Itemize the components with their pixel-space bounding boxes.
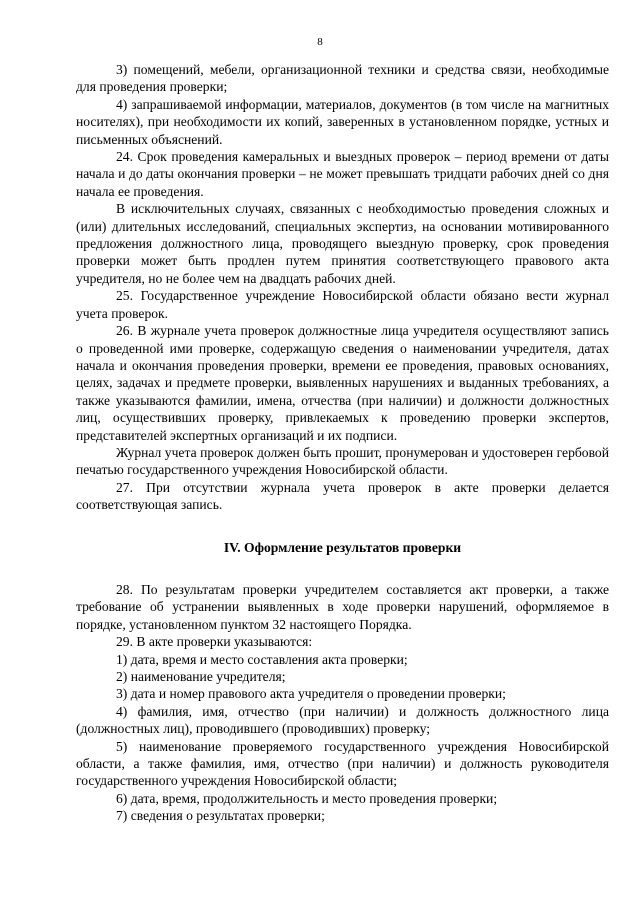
paragraph: 29. В акте проверки указываются:: [116, 634, 313, 650]
list-item: 7) сведения о результатах проверки;: [116, 808, 325, 824]
list-item: 4) фамилия, имя, отчество (при наличии) и должность должностного лица (должностных лиц), проводившего (проводивших) проверку;: [76, 703, 609, 737]
paragraph: 24. Срок проведения камеральных и выездных проверок – период времени от даты начала и до даты окончания проверки – не может превышать тридцати рабочих дней со дня начала ее проведения.: [76, 149, 609, 199]
paragraph: В исключительных случаях, связанных с необходимостью проведения сложных и (или) длительных исследований, специальных экспертиз, на основании мотивированного предложения должностного лица, проводящего выездную проверку, срок проведения проверки может быть продлен путем принятия соответствующего правового акта учредителя, но не более чем на двадцать рабочих дней.: [76, 201, 609, 286]
paragraph: 25. Государственное учреждение Новосибирской области обязано вести журнал учета проверок.: [76, 288, 609, 321]
list-item: 6) дата, время, продолжительность и место проведения проверки;: [116, 790, 498, 806]
paragraph: 27. При отсутствии журнала учета проверок в акте проверки делается соответствующая запись.: [76, 479, 609, 513]
page-number: 8: [317, 36, 323, 48]
paragraph: 3) помещений, мебели, организационной техники и средства связи, необходимые для проведения проверки;: [76, 62, 609, 95]
list-item: 2) наименование учредителя;: [116, 669, 286, 684]
list-item: 5) наименование проверяемого государственного учреждения Новосибирской области, а также фамилия, имя, отчество (при наличии) и должность руководителя государственного учреждения Новосибирской области;: [76, 738, 609, 789]
paragraph: 26. В журнале учета проверок должностные лица учредителя осуществляют запись о проведенной ими проверке, содержащую сведения о наименовании учредителя, датах начала и окончания проведения проверки, времени ее проведения, правовых основаниях, целях, задачах и предмете проверки, выявленных нарушениях и выданных требованиях, а также указываются фамилии, имена, отчества (при наличии) и должности должностных лиц, осуществивших проверку, привлекаемых к проведению проверки экспертов, представителей экспертных организаций и их подписи.: [76, 323, 609, 443]
list-item: 3) дата и номер правового акта учредителя о проведении проверки;: [116, 686, 506, 702]
paragraph: 4) запрашиваемой информации, материалов, документов (в том числе на магнитных носителях), при необходимости их копий, заверенных в установленном порядке, устных и письменных объяснений.: [76, 96, 609, 147]
paragraph: Журнал учета проверок должен быть прошит, пронумерован и удостоверен гербовой печатью государственного учреждения Новосибирской области.: [76, 444, 609, 478]
list-item: 1) дата, время и место составления акта проверки;: [116, 651, 408, 667]
document-body: [76, 61, 609, 825]
section-heading: IV. Оформление результатов проверки: [223, 539, 462, 555]
paragraph: 28. По результатам проверки учредителем составляется акт проверки, а также требование об устранении выявленных в ходе проверки нарушений, оформляемое в порядке, установленном пунктом 32 настоящего Порядка.: [76, 581, 609, 632]
